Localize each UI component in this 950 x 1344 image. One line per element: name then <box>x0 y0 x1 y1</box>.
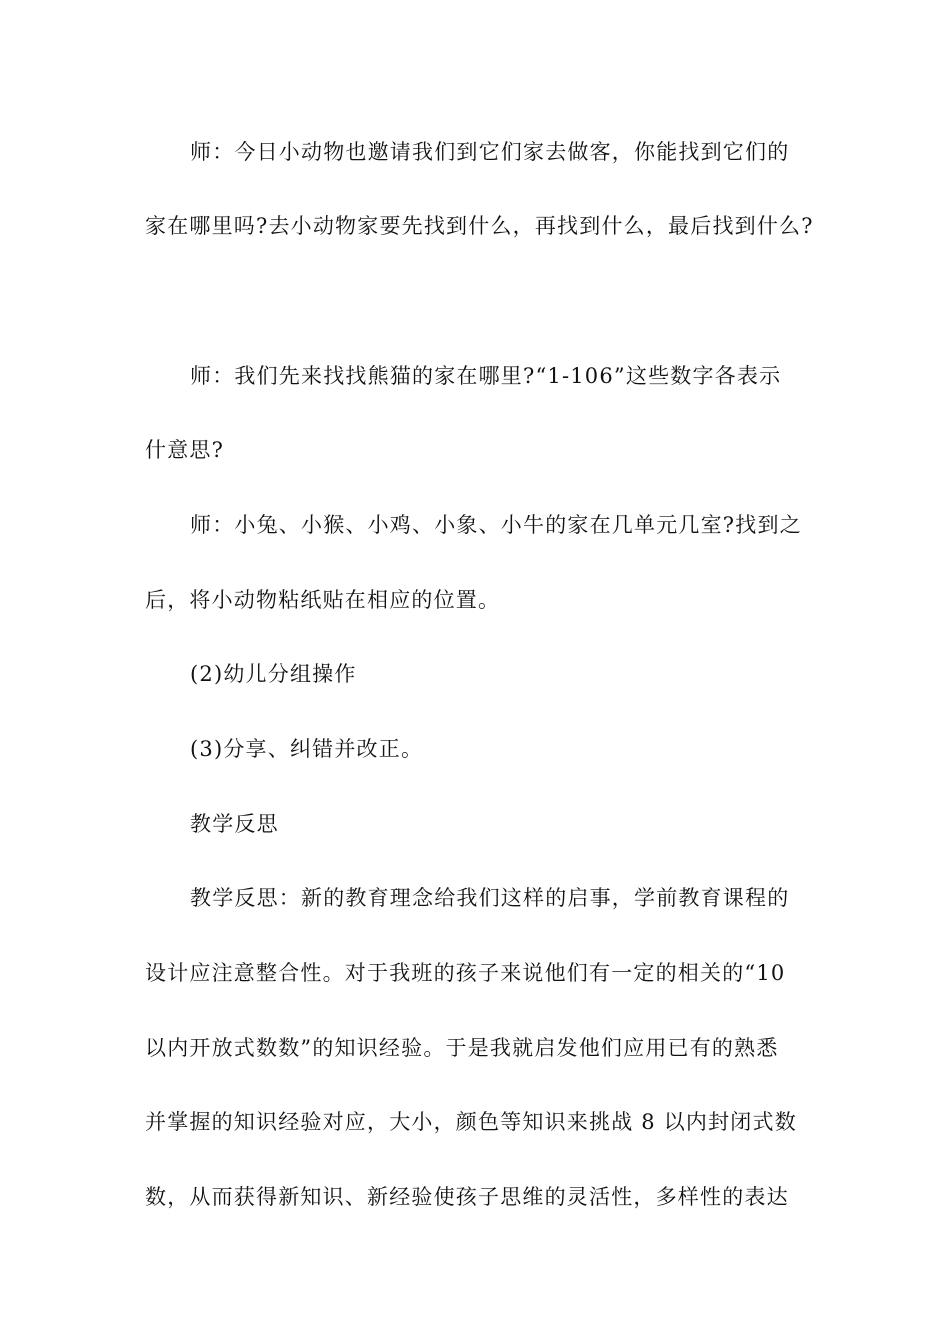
paragraph-line: (3)分享、纠错并改正。 <box>190 737 424 761</box>
paragraph-line: 什意思? <box>145 438 225 462</box>
paragraph-line: 家在哪里吗?去小动物家要先找到什么，再找到什么，最后找到什么? <box>145 214 814 238</box>
paragraph-line: 师：我们先来找找熊猫的家在哪里?“1-106”这些数字各表示 <box>190 364 782 388</box>
paragraph-line: 师：小兔、小猴、小鸡、小象、小牛的家在几单元几室?找到之 <box>190 513 802 537</box>
section-heading: 教学反思 <box>190 812 279 836</box>
paragraph-line: 教学反思：新的教育理念给我们这样的启事，学前教育课程的 <box>190 886 790 910</box>
paragraph-line: 数，从而获得新知识、新经验使孩子思维的灵活性，多样性的表达 <box>145 1185 789 1209</box>
paragraph-line: 以内开放式数数”的知识经验。于是我就启发他们应用已有的熟悉 <box>145 1036 779 1060</box>
paragraph-line: (2)幼儿分组操作 <box>190 662 357 686</box>
paragraph-line: 后，将小动物粘纸贴在相应的位置。 <box>145 588 501 612</box>
paragraph-line: 并掌握的知识经验对应，大小，颜色等知识来挑战 8 以内封闭式数 <box>145 1110 797 1134</box>
paragraph-line: 设计应注意整合性。对于我班的孩子来说他们有一定的相关的“10 <box>145 961 786 985</box>
paragraph-line: 师：今日小动物也邀请我们到它们家去做客，你能找到它们的 <box>190 140 790 164</box>
